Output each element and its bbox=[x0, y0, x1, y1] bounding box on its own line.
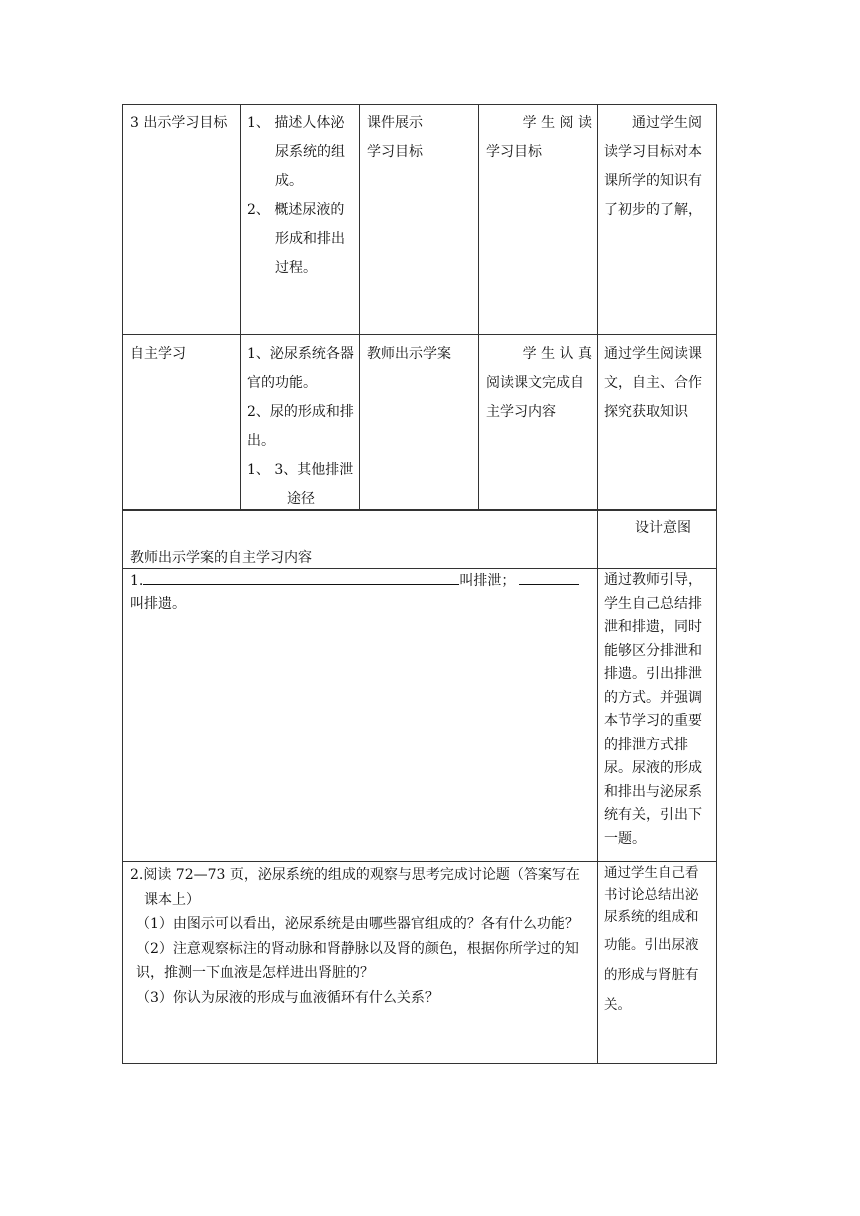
content-item: 1、泌尿系统各器官的功能。 bbox=[247, 346, 354, 391]
answer-blank-2[interactable] bbox=[519, 570, 579, 585]
question-2-item: （2）注意观察标注的肾动脉和肾静脉以及肾的颜色，根据你所学过的知识，推测一下血液是怎样进出肾脏的？ bbox=[136, 940, 579, 981]
question-2-item: （3）你认为尿液的形成与血液循环有什么关系？ bbox=[136, 989, 439, 1006]
content-item: 1、 3、其他排泄途径 bbox=[247, 462, 354, 507]
table1-col-divider-3 bbox=[478, 104, 479, 510]
answer-blank-1[interactable] bbox=[143, 570, 459, 585]
row1-objectives-cell bbox=[247, 109, 355, 283]
row2-stage-cell bbox=[130, 340, 234, 369]
row2-teacher-cell bbox=[367, 340, 473, 369]
row2-content-cell bbox=[247, 340, 355, 514]
stage-label: 3 出示学习目标 bbox=[130, 115, 228, 131]
row1-intent-cell bbox=[604, 109, 710, 225]
table1-row-divider bbox=[122, 334, 717, 335]
section-heading: 教师出示学案的自主学习内容 bbox=[130, 550, 312, 566]
question-2-title: 2.阅读 72—73 页，泌尿系统的组成的观察与思考完成讨论题（答案写在课本上） bbox=[130, 867, 580, 908]
row2-student-cell bbox=[486, 340, 592, 427]
teacher-activity: 课件展示 bbox=[367, 115, 423, 131]
table1-col-divider-1 bbox=[240, 104, 241, 510]
design-intent: 通过学生阅读课文，自主、合作探究获取知识 bbox=[604, 346, 702, 420]
design-intent: 通过学生自己看书讨论总结出泌尿系统的组成和 bbox=[604, 865, 699, 925]
table1-col-divider-4 bbox=[597, 104, 598, 510]
student-activity: 阅读课文完成自主学习内容 bbox=[486, 375, 584, 420]
question-2-item: （1）由图示可以看出，泌尿系统是由哪些器官组成的？各有什么功能？ bbox=[136, 916, 579, 932]
row2-intent-cell bbox=[604, 340, 710, 427]
design-intent-heading: 设计意图 bbox=[635, 520, 691, 536]
question-2-note bbox=[604, 862, 710, 1020]
table2-header-right bbox=[604, 514, 710, 543]
student-activity: 学 生 阅 读 bbox=[522, 115, 592, 131]
question-1-mid: 叫排泄； bbox=[459, 573, 516, 589]
question-1-prefix: 1. bbox=[130, 573, 144, 589]
teacher-activity: 学习目标 bbox=[367, 144, 423, 160]
row1-teacher-cell bbox=[367, 109, 473, 167]
question-2 bbox=[130, 863, 590, 1010]
row1-stage-cell bbox=[130, 109, 234, 138]
table1-col-divider-2 bbox=[359, 104, 360, 510]
design-intent: 通过教师引导，学生自己总结排泄和排遗，同时能够区分排泄和排遗。引出排泄的方式。并强调本节学习的重要的排泄方式排尿。尿液的形成和排出与泌尿系统有关，引出下一题。 bbox=[604, 572, 702, 847]
question-1-suffix: 叫排遗。 bbox=[130, 596, 186, 612]
table2-col-divider bbox=[597, 510, 598, 1064]
objective-item: 2、 概述尿液的形成和排出过程。 bbox=[247, 202, 345, 276]
question-1-line bbox=[130, 567, 590, 596]
question-1 bbox=[130, 567, 590, 619]
content-item: 2、尿的形成和排出。 bbox=[247, 404, 354, 449]
question-1-note bbox=[604, 569, 712, 851]
teacher-activity: 教师出示学案 bbox=[367, 346, 451, 362]
student-activity: 学习目标 bbox=[486, 144, 542, 160]
objective-item: 1、 描述人体泌尿系统的组成。 bbox=[247, 115, 345, 189]
design-intent: 通过学生阅读学习目标对本课所学的知识有了初步的了解， bbox=[604, 115, 702, 218]
row1-student-cell bbox=[486, 109, 592, 167]
student-activity: 学 生 认 真 bbox=[522, 346, 592, 362]
design-intent: 功能。引出尿液的形成与肾脏有关。 bbox=[604, 937, 699, 1013]
stage-label: 自主学习 bbox=[130, 346, 186, 362]
